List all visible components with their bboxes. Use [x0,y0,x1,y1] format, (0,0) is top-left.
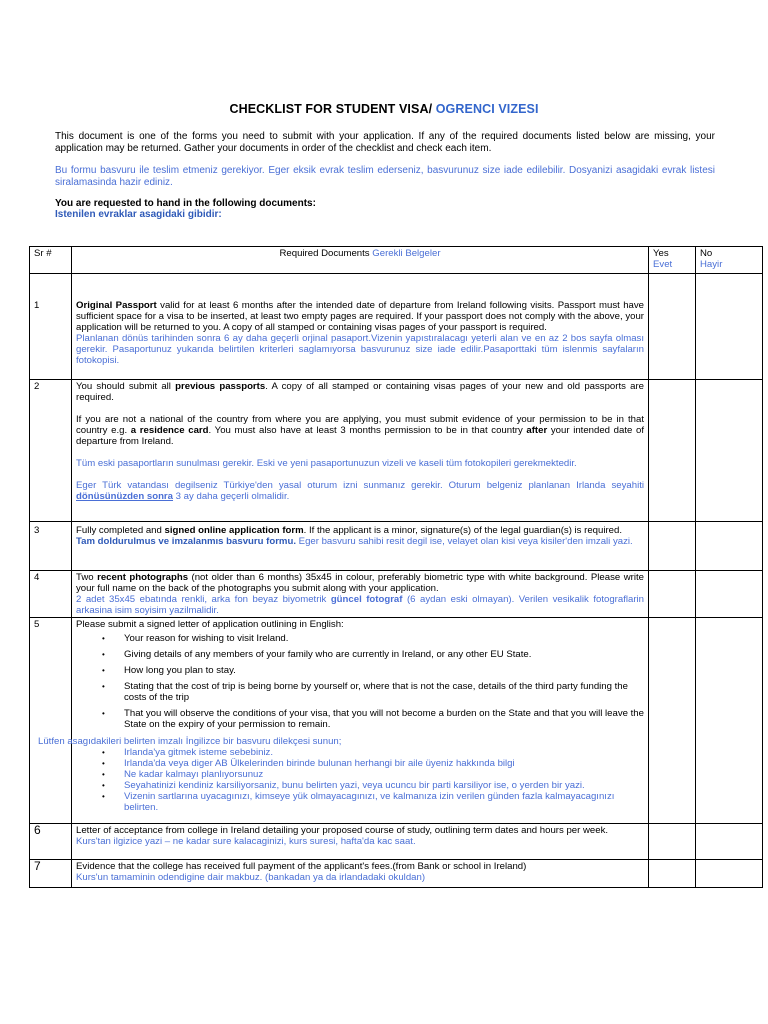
header-no [696,247,763,274]
table-row [30,274,763,380]
intro-turkish: Bu formu basvuru ile teslim etmeniz gerekiyor. Eger eksik evrak teslim ederseniz, basvurunuz size iade edilebilir. Dosyanizi asagidaki evrak listesi siralamasinda hazir ediniz. [55,165,715,188]
row-6-content [72,824,649,860]
list-item: • Giving details of any members of your family who are currently in Ireland, or any other EU State. [124,649,644,660]
t: If you are not a national of the country from where you are applying, you must submit evidence of your permission to be in that country e.g. [76,414,644,436]
header-docs-english: Required Documents [279,248,370,259]
header-sr: Sr # [30,247,72,274]
header-yes-turkish: Evet [653,259,673,270]
row-3-turkish [76,536,644,547]
row-4-yes-cell[interactable] [649,571,696,618]
list-item: • Irlanda'da veya diger AB Ülkelerinden birinde bulunan herhangi bir aile üyeniz hakkında bilgi [124,758,644,769]
list-item: • How long you plan to stay. [124,665,644,676]
t: 3 ay daha geçerli olmalidir. [173,491,290,502]
header-no-english: No [700,248,713,259]
after-label: after [526,425,548,436]
row-1-turkish: Planlanan dönüs tarihinden sonra 6 ay daha geçerli orjinal pasaport.Vizenin yapıstıralacagı yeterli alan ve en az 2 bos sayfa olması gerekir. Pasaportunuz yukarıda belirtilen kriterleri saglamıyorsa basvurunuz size iade edilir.Pasaporttaki tüm islenmis sayfaların fotokopisi. [76,333,644,366]
t: güncel fotograf [330,594,403,605]
header-required-documents [72,247,649,274]
row-3-no-cell[interactable] [696,522,763,571]
t: (6 aydan eski olmayan). Verilen vesikalik fotograflarin arkasina isim soyisim yazilmalidir. [76,594,644,616]
row-1-no-cell[interactable] [696,274,763,380]
table-row [30,824,763,860]
title-turkish: OGRENCI VIZESI [435,102,539,116]
t: Two [76,572,98,583]
row-5-content [38,618,649,824]
intro-english: This document is one of the forms you need to submit with your application. If any of the required documents listed below are missing, your application may be returned. Gather your documents in order of the checklist and check each item. [55,131,715,154]
row-3-yes-cell[interactable] [649,522,696,571]
list-item: • Seyahatinizi kendiniz karsiliyorsaniz, bunu belirten yazi, veya ucuncu bir parti karsiliyor ise, o yerden bir yazi. [124,780,644,791]
t: your intended date of departure from Ireland. [76,425,645,447]
row-6-no-cell[interactable] [696,824,763,860]
t: Fully completed and [76,525,165,536]
previous-passports-label: previous passports [175,381,266,392]
row-4-no-cell[interactable] [696,571,763,618]
row-number: 4 [30,571,72,618]
row-2-yes-cell[interactable] [649,380,696,522]
row-number: 7 [30,860,72,888]
t: You should submit all [76,381,176,392]
row-number: 2 [30,380,72,522]
row-6-english: Letter of acceptance from college in Ireland detailing your proposed course of study, outlining term dates and hours per week. [76,825,609,836]
original-passport-label: Original Passport [76,300,157,311]
row-1-yes-cell[interactable] [649,274,696,380]
table-row [30,860,763,888]
list-item: • Irlanda'ya gitmek isteme sebebiniz. [124,747,644,758]
row-4-english [76,572,644,594]
list-item: • That you will observe the conditions of your visa, that you will not become a burden on the State and that you will leave the State on the expiry of your permission to remain. [124,708,644,730]
t: . A copy of all stamped or containing visas pages of your new and old passports are required. [76,381,644,403]
table-row [30,571,763,618]
row-3-content [72,522,649,571]
row-2-no-cell[interactable] [696,380,763,522]
row-7-turkish: Kurs'un tamaminin odendigine dair makbuz. (bankadan ya da irlandadaki okuldan) [76,872,426,883]
table-row [30,522,763,571]
row-1-english-text: valid for at least 6 months after the intended date of departure from Ireland following visits. Passport must have sufficient space for a visa to be inserted, at least two empty pages are required. If your passport does not comply with the above, your application will be returned to you. A copy of all stamped or containing visas pages of your passport is required. [76,300,645,333]
page-title [0,102,768,116]
title-english: CHECKLIST FOR STUDENT VISA [229,102,429,116]
t: . If the applicant is a minor, signature(s) of the legal guardian(s) is required. [303,525,623,536]
row-number: 1 [30,274,72,380]
t: 2 adet 35x45 ebatında renkli, arka fon beyaz biyometrik [76,594,331,605]
title-separator: / [428,102,436,116]
checklist-table [29,246,763,888]
row-number: 5 [30,618,72,824]
row-5-english-list [76,633,644,730]
row-5-no-cell[interactable] [696,618,763,824]
list-item: • Your reason for wishing to visit Ireland. [124,633,644,644]
list-item: • Stating that the cost of trip is being borne by yourself or, where that is not the case, details of the third party funding the costs of the trip [124,681,644,703]
header-no-turkish: Hayir [700,259,723,270]
return-date-label: dönüsünüzden sonra [76,491,174,502]
row-6-yes-cell[interactable] [649,824,696,860]
list-item: • Ne kadar kalmayı planlıyorsunuz [124,769,644,780]
row-2-content [72,380,649,522]
table-row [30,618,763,824]
row-7-no-cell[interactable] [696,860,763,888]
row-number: 3 [30,522,72,571]
row-2-turkish-p2 [76,480,644,502]
residence-card-label: a residence card [130,425,209,436]
table-row [30,380,763,522]
row-2-english-p1 [76,381,644,403]
t: Tam doldurulmus ve imzalanmıs basvuru formu. [76,536,296,547]
row-4-content [72,571,649,618]
t: Eger Türk vatandası degilseniz Türkiye'den yasal oturum izni sunmanız gerekir. Oturum belgeniz planlanan Irlanda seyahiti [76,480,644,491]
row-2-turkish-p1: Tüm eski pasaportların sunulması gerekir. Eski ve yeni pasaportunuzun vizeli ve kaseli tüm fotokopileri gerekmektedir. [76,458,577,469]
header-docs-turkish: Gerekli Belgeler [372,248,441,259]
recent-photographs-label: recent photographs [97,572,189,583]
row-1-content [72,274,649,380]
row-4-turkish [76,594,644,616]
row-5-intro: Please submit a signed letter of application outlining in English: [76,619,344,630]
request-turkish: Istenilen evraklar asagidaki gibidir: [55,209,222,220]
list-item: • Vizenin sartlarına uyacagınızı, kimseye yük olmayacagınızı, ve kalmanıza izin verilen günden fazla kalmayacagınızı belirten. [124,791,644,813]
header-yes-english: Yes [653,248,669,259]
t: Eger basvuru sahibi resit degil ise, velayet olan kisi veya kisiler'den imzali yazi. [296,536,633,547]
application-form-label: signed online application form [164,525,304,536]
row-7-content [72,860,649,888]
row-6-turkish: Kurs'tan ilgizice yazi – ne kadar sure kalacaginizi, kurs suresi, hafta'da kac saat. [76,836,416,847]
row-7-yes-cell[interactable] [649,860,696,888]
row-number: 6 [30,824,72,860]
table-header-row [30,247,763,274]
header-yes [649,247,696,274]
row-1-english [76,300,644,333]
row-3-english [76,525,644,536]
row-2-english-p2 [76,414,644,447]
row-5-yes-cell[interactable] [649,618,696,824]
row-5-turkish-intro: Lütfen asagıdakileri belirten imzalı İngilizce bir basvuru dilekçesi sunun; [38,736,342,747]
t: (not older than 6 months) 35x45 in colour, preferably biometric type with white background. Please write your full name on the back of the photographs you submit along with your application. [76,572,644,594]
row-7-english: Evidence that the college has received full payment of the applicant's fees.(from Bank or school in Ireland) [76,861,527,872]
t: . You must also have at least 3 months permission to be in that country [208,425,527,436]
request-english: You are requested to hand in the following documents: [55,198,316,209]
row-5-turkish-list [76,747,644,813]
